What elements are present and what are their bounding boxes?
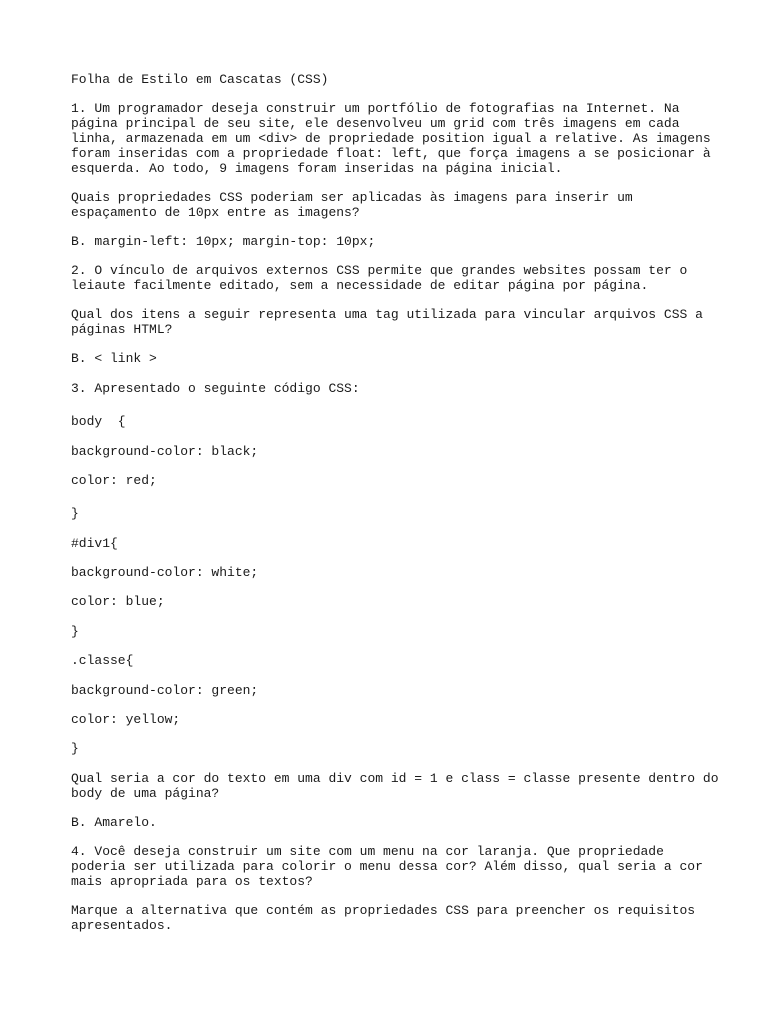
code-line-div1-color: color: blue; — [71, 594, 165, 609]
question-3-answer: B. Amarelo. — [71, 815, 157, 830]
code-line-div1-bg: background-color: white; — [71, 565, 259, 580]
code-line-classe-close: } — [71, 741, 79, 756]
question-3-prompt-line-2: body de uma página? — [71, 786, 220, 801]
question-2-line-1: 2. O vínculo de arquivos externos CSS permite que grandes websites possam ter o — [71, 263, 688, 278]
question-2-prompt-line-1: Qual dos itens a seguir representa uma tag utilizada para vincular arquivos CSS a — [71, 307, 703, 322]
code-line-body-bg: background-color: black; — [71, 444, 259, 459]
question-1-prompt-line-2: espaçamento de 10px entre as imagens? — [71, 205, 360, 220]
code-line-body-color: color: red; — [71, 473, 157, 488]
code-line-classe-bg: background-color: green; — [71, 683, 259, 698]
question-2-line-2: leiaute facilmente editado, sem a necessidade de editar página por página. — [71, 278, 649, 293]
question-4-line-1: 4. Você deseja construir um site com um menu na cor laranja. Que propriedade — [71, 844, 664, 859]
question-1-line-4: foram inseridas com a propriedade float: left, que força imagens a se posicionar à — [71, 146, 711, 161]
code-line-div1-close: } — [71, 624, 79, 639]
question-4-line-2: poderia ser utilizada para colorir o menu dessa cor? Além disso, qual seria a cor — [71, 859, 703, 874]
question-4-prompt-line-1: Marque a alternativa que contém as propriedades CSS para preencher os requisitos — [71, 903, 696, 918]
document-title: Folha de Estilo em Cascatas (CSS) — [71, 72, 329, 87]
question-3-line-1: 3. Apresentado o seguinte código CSS: — [71, 381, 360, 396]
question-4-prompt-line-2: apresentados. — [71, 918, 173, 933]
code-line-classe-open: .classe{ — [71, 653, 134, 668]
code-line-classe-color: color: yellow; — [71, 712, 181, 727]
question-1-answer: B. margin-left: 10px; margin-top: 10px; — [71, 234, 376, 249]
question-4-line-3: mais apropriada para os textos? — [71, 874, 313, 889]
question-3-prompt-line-1: Qual seria a cor do texto em uma div com id = 1 e class = classe presente dentro do — [71, 771, 719, 786]
question-1-line-2: página principal de seu site, ele desenvolveu um grid com três imagens em cada — [71, 116, 680, 131]
question-2-answer: B. < link > — [71, 351, 157, 366]
question-2-prompt-line-2: páginas HTML? — [71, 322, 173, 337]
question-1-line-5: esquerda. Ao todo, 9 imagens foram inseridas na página inicial. — [71, 161, 563, 176]
code-line-div1-open: #div1{ — [71, 536, 118, 551]
question-1-line-1: 1. Um programador deseja construir um portfólio de fotografias na Internet. Na — [71, 101, 680, 116]
question-1-line-3: linha, armazenada em um <div> de propriedade position igual a relative. As imagens — [71, 131, 711, 146]
code-line-body-open: body { — [71, 414, 126, 429]
code-line-body-close: } — [71, 506, 79, 521]
question-1-prompt-line-1: Quais propriedades CSS poderiam ser aplicadas às imagens para inserir um — [71, 190, 633, 205]
